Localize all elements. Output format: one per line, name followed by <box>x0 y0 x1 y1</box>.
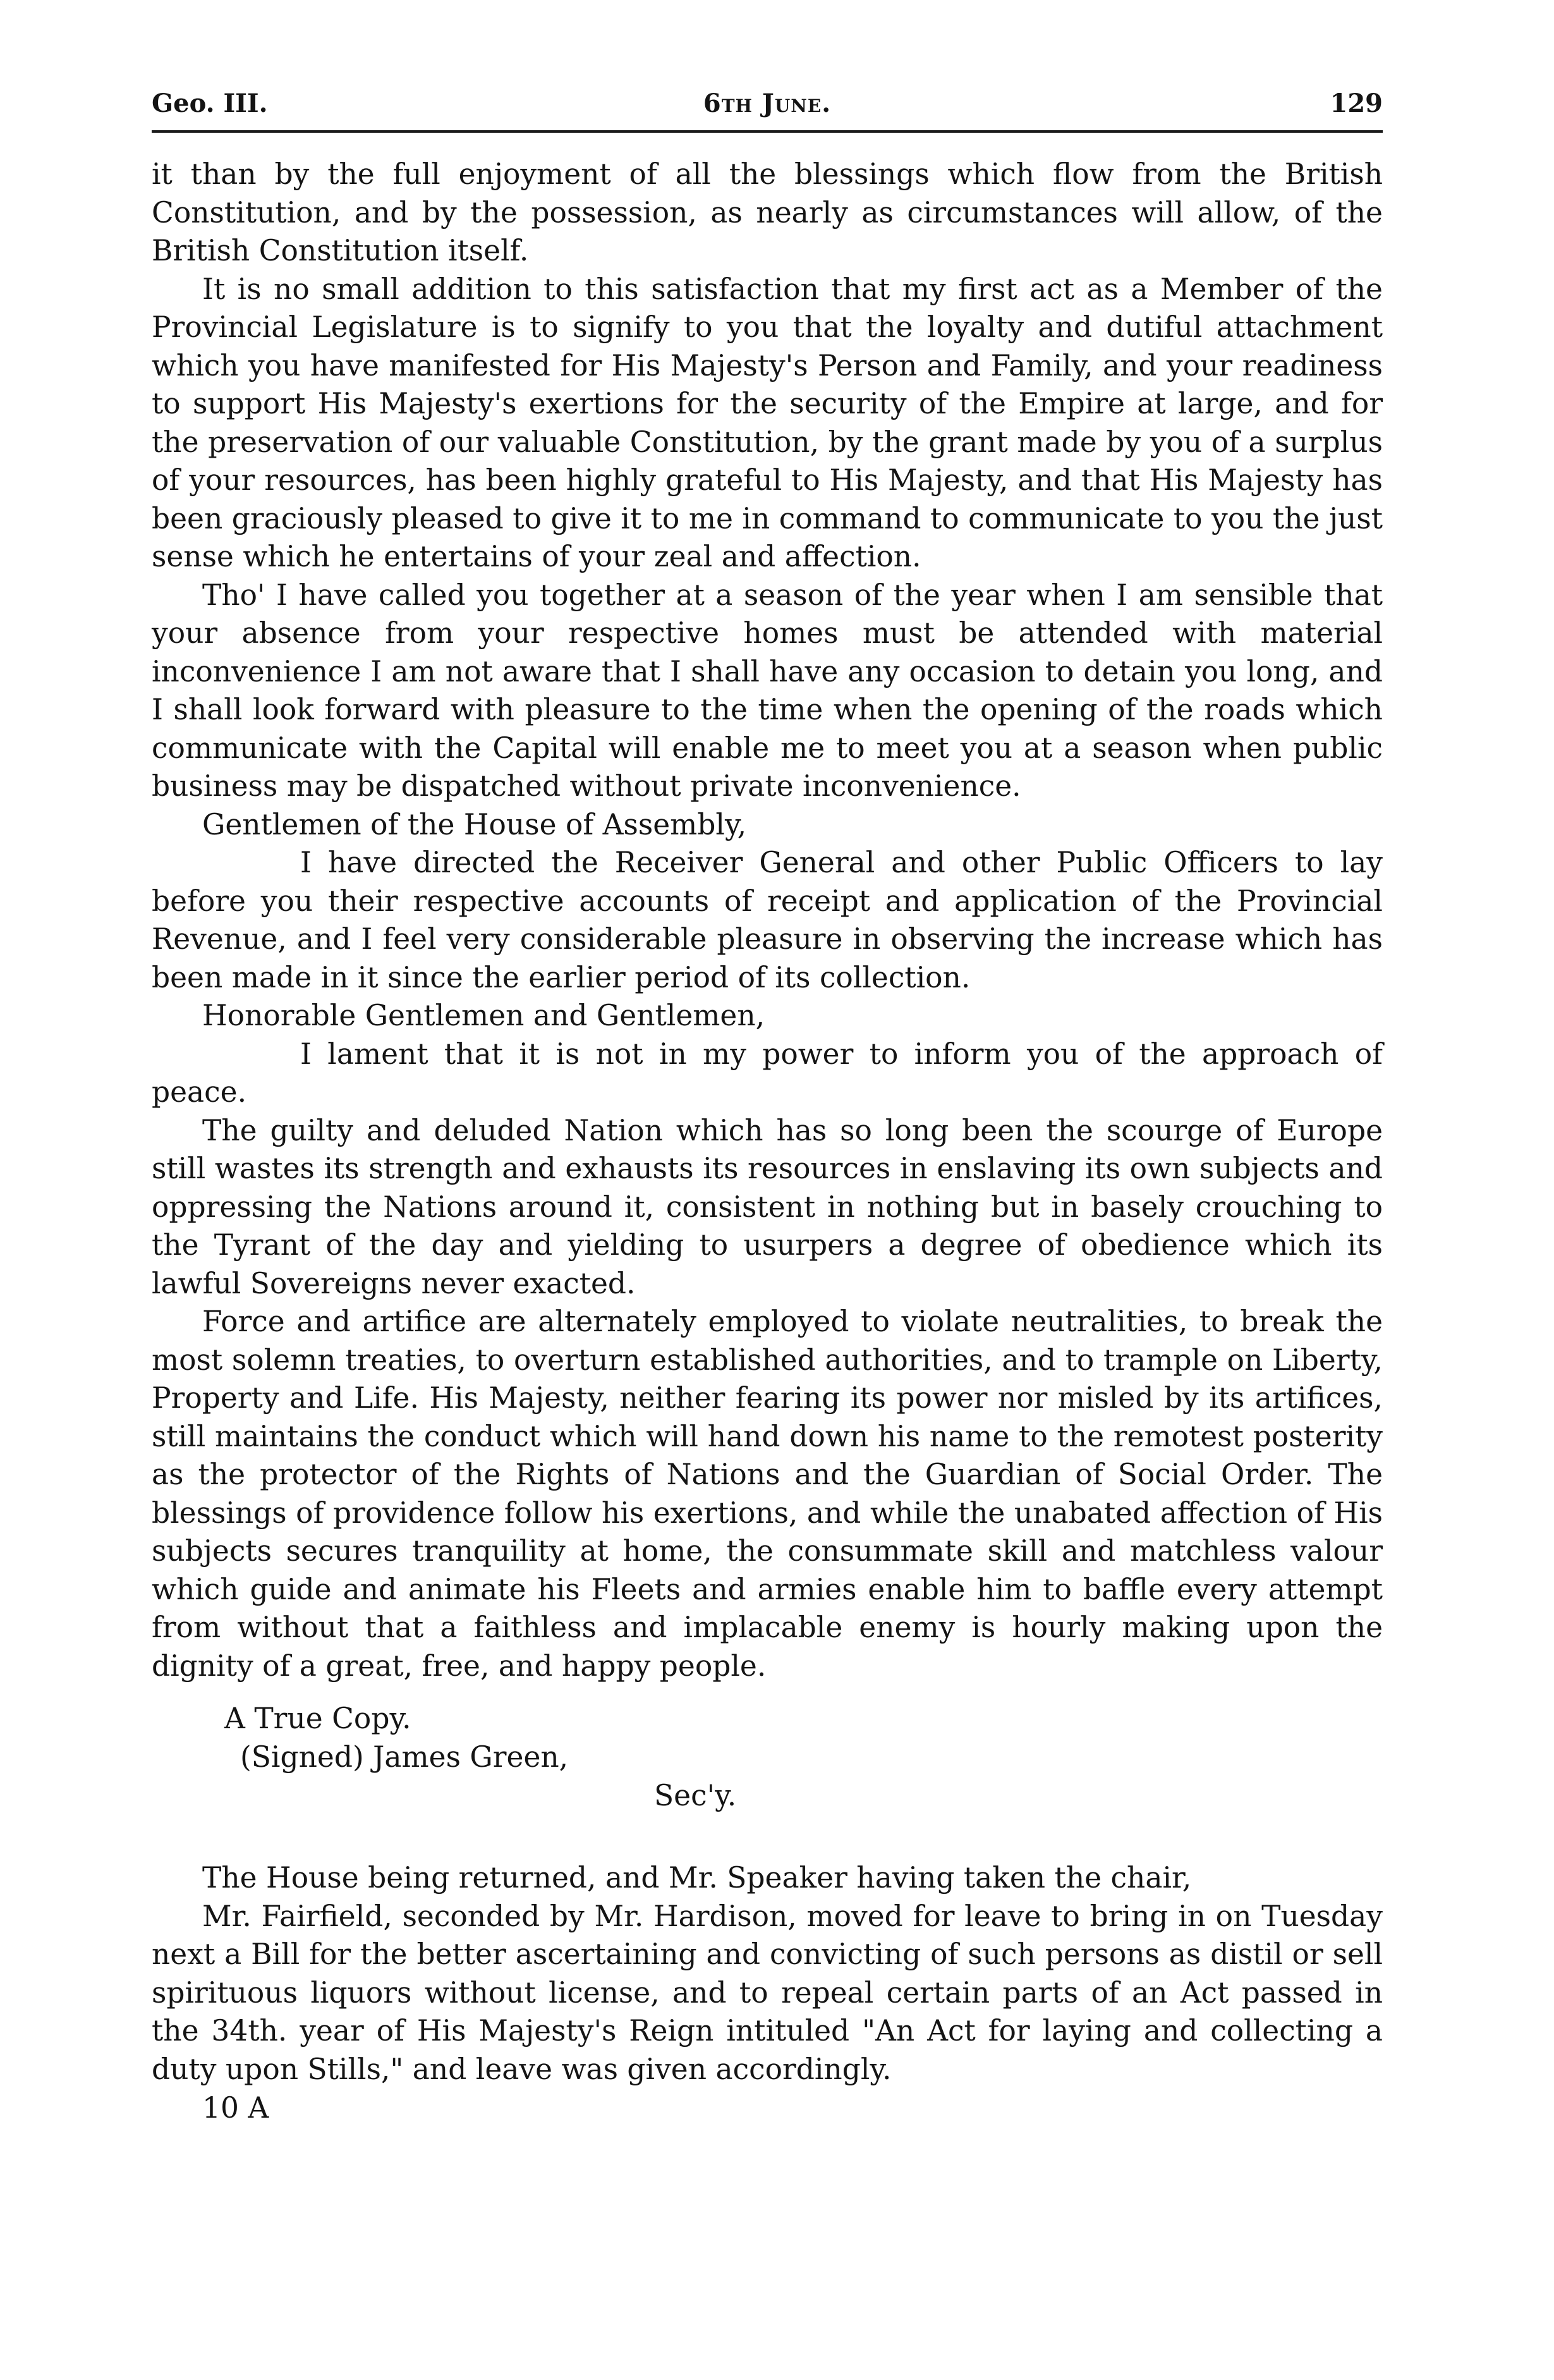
document-page <box>152 88 1383 2127</box>
paragraph-motion: Mr. Fairfield, seconded by Mr. Hardison, moved for leave to bring in on Tuesday next a Bill for the better ascertaining and convicting of such persons as distil or sell spirituous liquors without license, and to repeal certain parts of an Act passed in the 34th. year of His Majesty's Reign intituled "An Act for laying and collecting a duty upon Stills," and leave was given accordingly. <box>152 1899 1383 2086</box>
salutation-gentlemen: Honorable Gentlemen and Gentlemen, <box>202 999 765 1032</box>
header-date: 6th June. <box>703 88 832 118</box>
paragraph-nation: The guilty and deluded Nation which has so long been the scourge of Europe still wastes its strength and exhausts its resources in enslaving its own subjects and oppressing the Nations around it, consistent in nothing but in basely crouching to the Tyrant of the day and yielding to usurpers a degree of obedience which its lawful Sovereigns never exacted. <box>152 1113 1383 1300</box>
header-rule <box>152 130 1383 133</box>
paragraph-session: Tho' I have called you together at a season of the year when I am sensible that your absence from your respective homes must be attended with material inconvenience I am not aware that I shall have any occasion to detain you long, and I shall look forward with pleasure to the time when the opening of the roads which communicate with the Capital will enable me to meet you at a season when public business may be dispatched without private inconvenience. <box>152 578 1383 803</box>
paragraph-house-returned: The House being returned, and Mr. Speaker having taken the chair, <box>202 1861 1192 1895</box>
page-number: 129 <box>1330 88 1383 118</box>
salutation-assembly: Gentlemen of the House of Assembly, <box>202 807 747 841</box>
true-copy-line: A True Copy. <box>224 1702 411 1735</box>
paragraph-revenue: I have directed the Receiver General and other Public Officers to lay before you their respective accounts of receipt and application of the Provincial Revenue, and I feel very considerable pleasure in observing the increase which has been made in it since the earlier period of its collection. <box>152 846 1383 994</box>
running-head <box>152 88 1383 126</box>
secretary-line: Sec'y. <box>654 1779 737 1812</box>
signature-mark: 10 A <box>202 2091 269 2125</box>
signature-block <box>152 1699 1383 1815</box>
paragraph-force: Force and artifice are alternately employed to violate neutralities, to break the most solemn treaties, to overturn established authorities, and to trample on Liberty, Property and Life. His Majesty, neither fearing its power nor misled by its artifices, still maintains the conduct which will hand down his name to the remotest posterity as the protector of the Rights of Nations and the Guardian of Social Order. The blessings of providence follow his exertions, and while the unabated affection of His subjects secures tranquility at home, the consummate skill and matchless valour which guide and animate his Fleets and armies enable him to baffle every attempt from without that a faithless and implacable enemy is hourly making upon the dignity of a great, free, and happy people. <box>152 1305 1383 1683</box>
signed-name-line: (Signed) James Green, <box>240 1740 569 1774</box>
header-reign: Geo. III. <box>152 88 268 118</box>
paragraph-loyalty: It is no small addition to this satisfaction that my first act as a Member of the Provincial Legislature is to signify to you that the loyalty and dutiful attachment which you have manifested for His Majesty's Person and Family, and your readiness to support His Majesty's exertions for the security of the Empire at large, and for the preservation of our valuable Constitution, by the grant made by you of a surplus of your resources, has been highly grateful to His Majesty, and that His Majesty has been graciously pleased to give it to me in command to communicate to you the just sense which he entertains of your zeal and affection. <box>152 272 1383 573</box>
paragraph-peace: I lament that it is not in my power to inform you of the approach of peace. <box>152 1037 1383 1109</box>
paragraph-continuation: it than by the full enjoyment of all the blessings which flow from the British Constitution, and by the possession, as nearly as circumstances will allow, of the British Constitution itself. <box>152 157 1383 267</box>
